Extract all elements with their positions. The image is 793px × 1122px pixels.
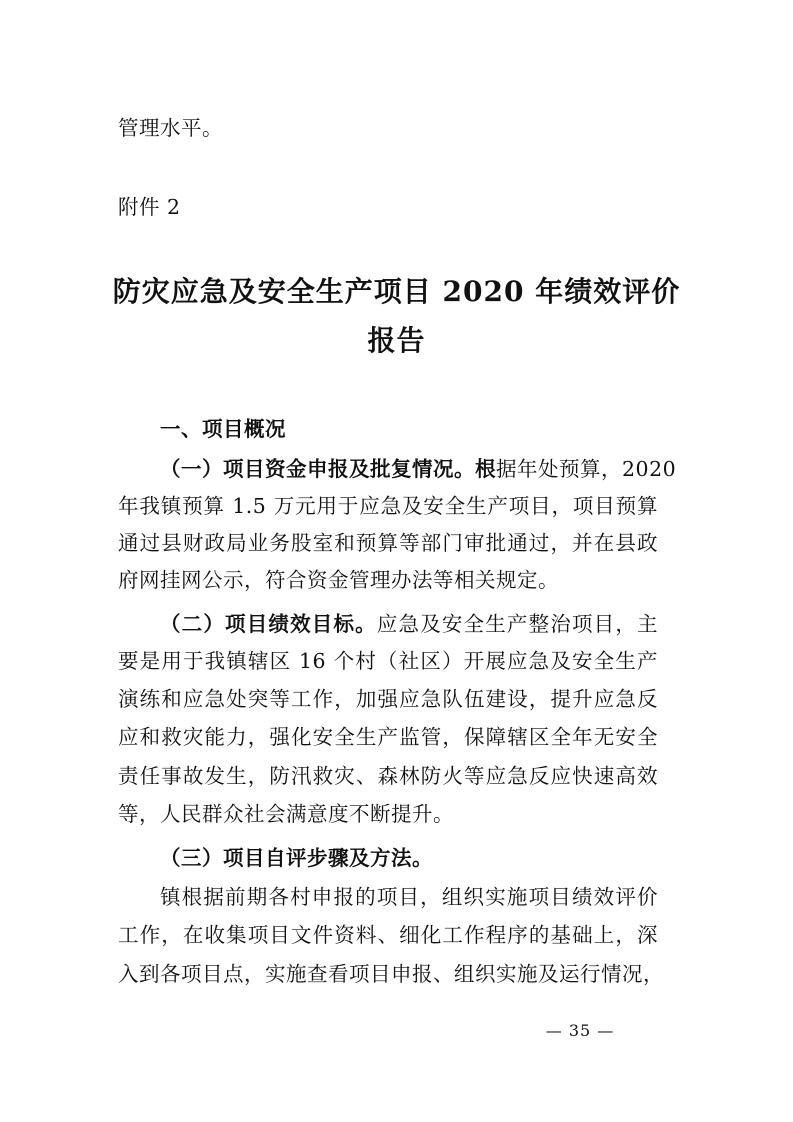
- para4-line-2: 工作，在收集项目文件资料、细化工作程序的基础上，深: [118, 923, 658, 947]
- report-title-line-1: 防灾应急及安全生产项目 2020 年绩效评价: [112, 275, 681, 308]
- para2-line-2: 要是用于我镇辖区 16 个村（社区）开展应急及安全生产: [118, 649, 658, 673]
- para1-lead: （一）项目资金申报及批复情况。: [160, 457, 475, 481]
- para1-line-2: 年我镇预算 1.5 万元用于应急及安全生产项目，项目预算: [118, 494, 658, 518]
- para1-line-3: 通过县财政局业务股室和预算等部门审批通过，并在县政: [118, 531, 658, 555]
- para1-lead-char: 根: [475, 457, 496, 481]
- section-heading-overview: 一、项目概况: [160, 417, 286, 441]
- para2-line-1: [160, 610, 658, 638]
- continuation-text: 管理水平。: [118, 116, 223, 140]
- para2-line-4: 应和救灾能力，强化安全生产监管，保障辖区全年无安全: [118, 725, 658, 749]
- para4-line-3: 入到各项目点，实施查看项目申报、组织实施及运行情况，: [118, 962, 664, 986]
- attachment-label: 附件 2: [118, 195, 181, 219]
- para4-line-1: 镇根据前期各村申报的项目，组织实施项目绩效评价: [160, 885, 658, 909]
- para2-lead: （二）项目绩效目标。: [160, 612, 377, 636]
- para2-line-3: 演练和应急处突等工作，加强应急队伍建设，提升应急反: [118, 687, 658, 711]
- report-title-line-2: 报告: [367, 324, 426, 357]
- para2-line-1-rest: 应急及安全生产整治项目，主: [376, 612, 659, 636]
- para3-heading: （三）项目自评步骤及方法。: [160, 846, 433, 870]
- para1-line-1: [160, 455, 677, 483]
- para2-line-6: 等，人民群众社会满意度不断提升。: [118, 802, 454, 826]
- page-number: — 35 —: [545, 1021, 615, 1040]
- para1-line-4: 府网挂网公示，符合资金管理办法等相关规定。: [118, 568, 559, 592]
- para1-line-1-rest: 据年处预算，2020: [496, 457, 677, 481]
- para2-line-5: 责任事故发生，防汛救灾、森林防火等应急反应快速高效: [118, 764, 658, 788]
